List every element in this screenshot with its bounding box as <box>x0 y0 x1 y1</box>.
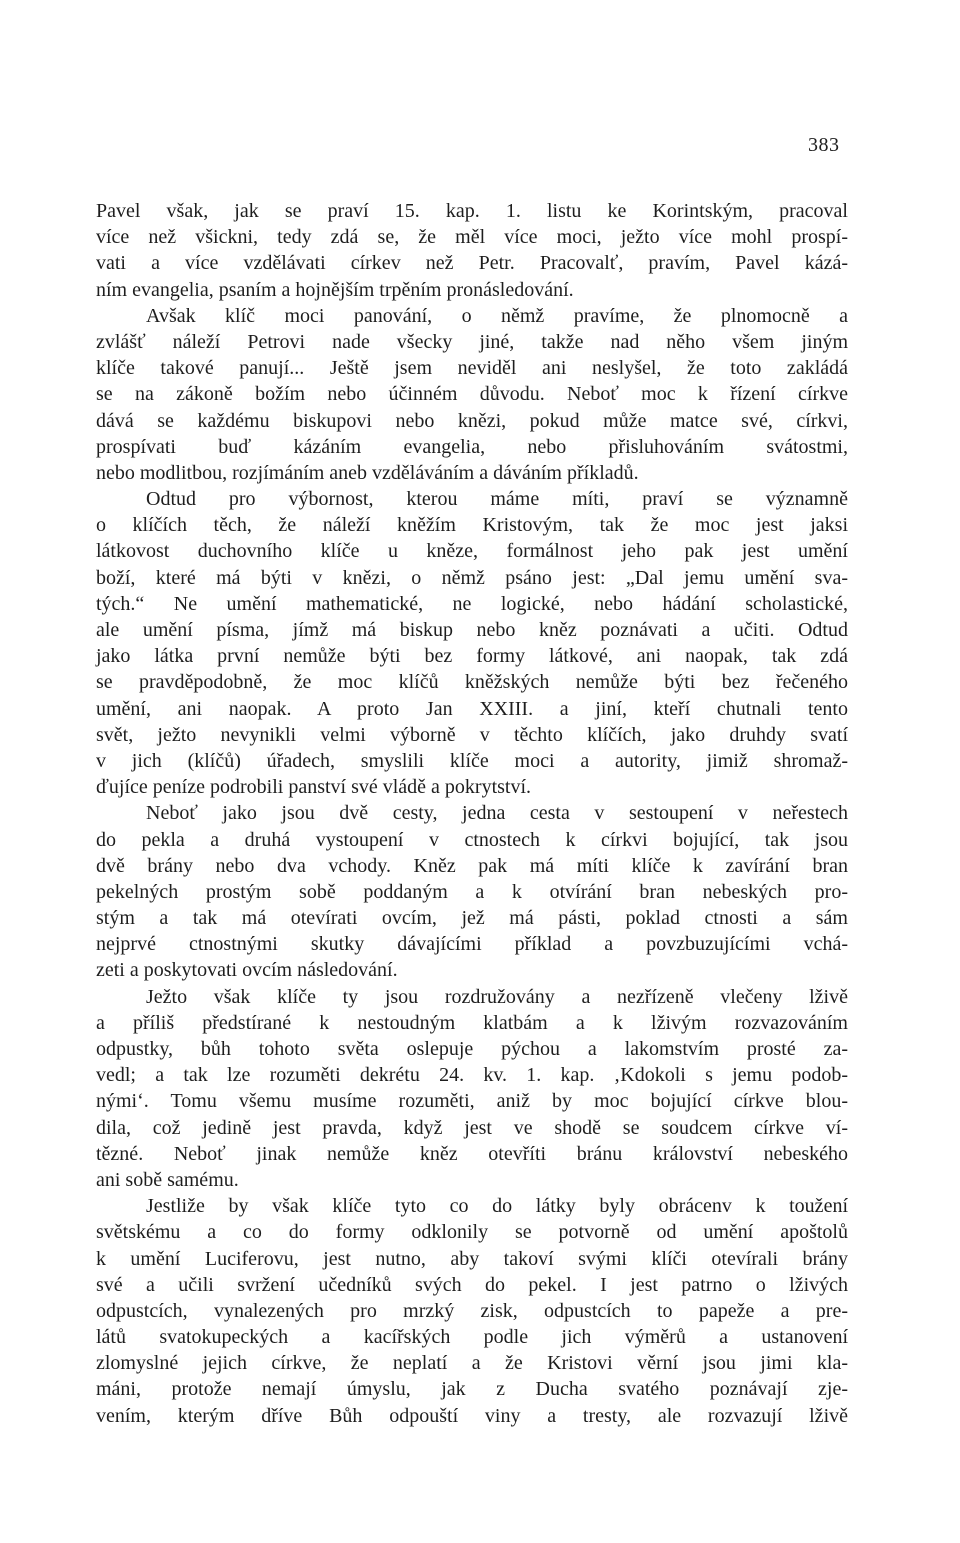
text-line: k umění Luciferovu, jest nutno, aby takoví svými klíči otevírali brány <box>96 1247 848 1270</box>
text-line: umění, ani naopak. A proto Jan XXIII. a jiní, kteří chutnali tento <box>96 697 848 720</box>
text-line: se na zákoně božím nebo účinném důvodu. Neboť moc k řízení církve <box>96 383 848 406</box>
text-line: svět, ježto nevynikli velmi výborně v těchto klíčích, jako druhdy svatí <box>96 723 848 746</box>
paragraph <box>96 1193 848 1429</box>
text-line: zvlášť náleží Petrovi nade všecky jiné, takže nad něho všem jiným <box>96 330 848 353</box>
text-line: ďujíce peníze podrobili panství své vládě a pokrytství. <box>96 776 532 799</box>
text-line: a příliš předstírané k nestoudným klatbám a k lživým rozvazováním <box>96 1011 848 1034</box>
text-line: pekelných prostým sobě poddaným a k otvírání bran nebeských pro- <box>96 880 848 903</box>
paragraph <box>96 486 848 800</box>
text-line: nejprvé ctnostnými skutky dávajícími příklad a povzbuzujícími vchá- <box>96 933 848 956</box>
text-line: o klíčích těch, že náleží kněžím Kristovým, tak že moc jest jaksi <box>96 514 848 537</box>
text-line: zlomyslné jejich církve, že neplatí a že Kristovi věrní jsou jimi kla- <box>96 1352 848 1375</box>
text-line: odpustky, bůh tohoto světa oslepuje pýchou a lakomstvím prosté za- <box>96 1038 848 1060</box>
text-line: do pekla a druhá vystoupení v ctnostech k církvi bojující, tak jsou <box>96 828 848 851</box>
text-line: své a učili svržení učedníků svých do pekel. I jest patrno o lživých <box>96 1273 848 1296</box>
text-line: se pravděpodobně, že moc klíčů kněžských nemůže býti bez řečeného <box>96 671 848 694</box>
paragraph <box>96 984 848 1194</box>
text-line: nými‘. Tomu všemu musíme rozuměti, aniž by moc bojující církve blou- <box>96 1090 848 1113</box>
text-line: vati a více vzdělávati církev než Petr. Pracovalť, pravím, Pavel kázá- <box>96 252 848 275</box>
text-line: Neboť jako jsou dvě cesty, jedna cesta v sestoupení v neřestech <box>146 802 848 825</box>
text-line: boží, které má býti v knězi, o němž psáno jest: „Dal jemu umění sva- <box>96 566 848 589</box>
text-line: Pavel však, jak se praví 15. kap. 1. listu ke Korintským, pracoval <box>96 200 848 222</box>
text-line: Avšak klíč moci panování, o němž pravíme, že plnomocně a <box>146 304 848 327</box>
text-line: stým a tak má otevírati ovcím, jež má pásti, poklad ctnosti a sám <box>96 907 848 930</box>
text-line: klíče takové panují... Ještě jsem neviděl ani neslyšel, že toto zakládá <box>96 357 848 380</box>
text-line: tých.“ Ne umění mathematické, ne logické, nebo hádání scholastické, <box>96 592 848 615</box>
text-line: látkovost duchovního klíče u kněze, formálnost jeho pak jest umění <box>96 540 848 563</box>
text-line: máni, protože nemají úmyslu, jak z Ducha svatého poznávají zje- <box>96 1378 848 1401</box>
text-line: látů svatokupeckých a kacířských podle jich výměrů a ustanovení <box>96 1326 848 1349</box>
text-line: v jich (klíčů) úřadech, smyslili klíče moci a autority, jimiž shromaž- <box>96 749 848 772</box>
paragraph <box>96 800 848 983</box>
text-line: tězné. Neboť jinak nemůže kněz otevříti bránu království nebeského <box>96 1142 848 1165</box>
text-line: zeti a poskytovati ovcím následování. <box>96 959 398 982</box>
text-line: vením, kterým dříve Bůh odpouští viny a tresty, ale rozvazují lživě <box>96 1404 848 1427</box>
text-line: světskému a co do formy odklonily se potvorně od umění apoštolů <box>96 1221 848 1244</box>
text-line: prospívati buď kázáním evangelia, nebo přisluhováním svátostmi, <box>96 435 848 458</box>
text-line: vedl; a tak lze rozuměti dekrétu 24. kv. 1. kap. ‚Kdokoli s jemu podob- <box>96 1064 848 1087</box>
text-line: jako látka první nemůže býti bez formy látkové, ani naopak, tak zdá <box>96 645 848 668</box>
text-line: Jestliže by však klíče tyto co do látky byly obrácenv k toužení <box>146 1195 848 1218</box>
text-line: ani sobě samému. <box>96 1168 239 1191</box>
text-line: dvě brány nebo dva vchody. Kněz pak má míti klíče k zavírání bran <box>96 854 848 877</box>
paragraph <box>96 198 848 303</box>
text-line: Ježto však klíče ty jsou rozdružovány a nezřízeně vlečeny lživě <box>146 985 848 1008</box>
paragraph <box>96 303 848 486</box>
text-line: nebo modlitbou, rozjímáním aneb vzděláváním a dáváním příkladů. <box>96 461 639 484</box>
page-number: 383 <box>808 134 840 156</box>
text-line: dává se každému biskupovi nebo knězi, pokud může matce své, církvi, <box>96 409 848 432</box>
text-line: ale umění písma, jímž má biskup nebo kněz poznávati a učiti. Odtud <box>96 619 848 641</box>
text-line: Odtud pro výbornost, kterou máme míti, praví se významně <box>146 488 848 511</box>
body-text <box>96 198 848 1429</box>
text-line: dila, což jedině jest pravda, když jest ve shodě se soudcem církve ví- <box>96 1116 848 1139</box>
text-line: ním evangelia, psaním a hojnějším trpěním pronásledování. <box>96 278 574 301</box>
text-line: více než všickni, tedy zdá se, že měl více moci, ježto více mohl prospí- <box>96 226 848 249</box>
text-line: odpustcích, vynalezených pro mrzký zisk, odpustcích to papeže a pre- <box>96 1299 848 1322</box>
